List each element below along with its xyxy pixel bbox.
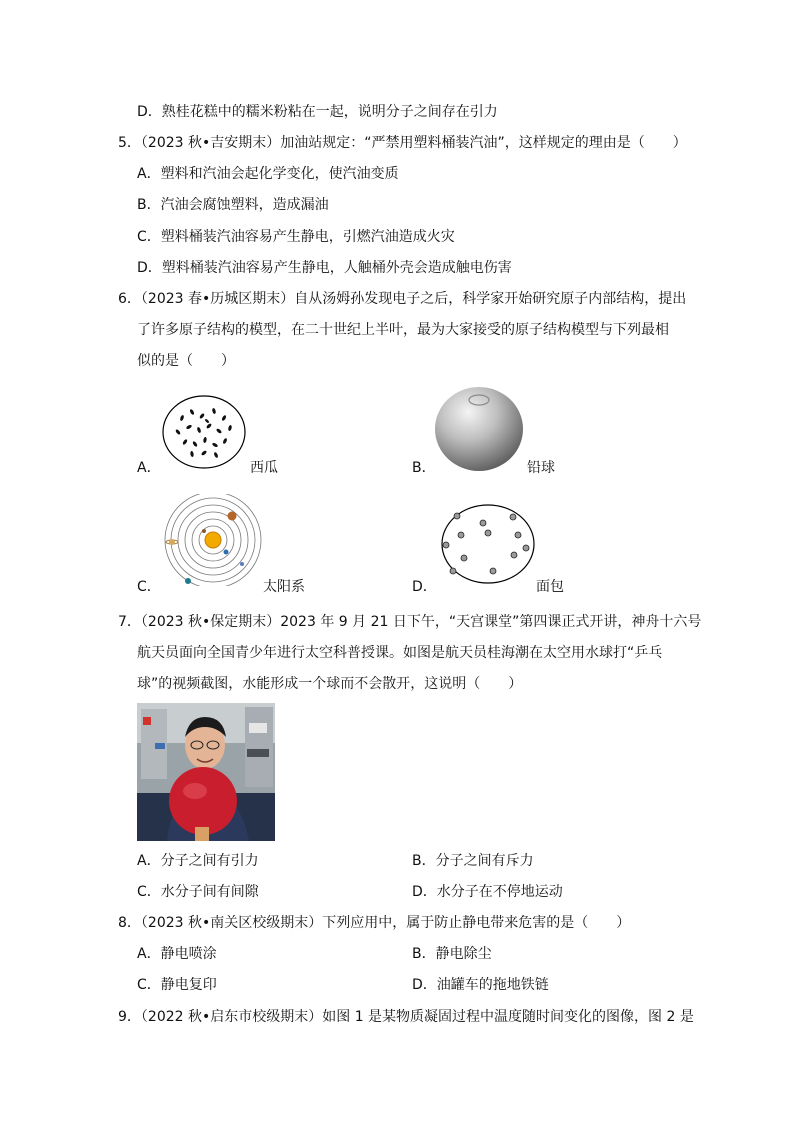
q5-option-c: C．塑料桶装汽油容易产生静电，引燃汽油造成火灾 (137, 229, 455, 245)
q7-stem-line2: 航天员面向全国青少年进行太空科普授课。如图是航天员桂海潮在太空用水球打“乒乓 (137, 645, 663, 661)
q5-option-b: B．汽油会腐蚀塑料，造成漏油 (137, 197, 329, 213)
q5-option-a: A．塑料和汽油会起化学变化，使汽油变质 (137, 166, 399, 182)
q8-option-b: B．静电除尘 (412, 946, 492, 962)
q8-option-c: C．静电复印 (137, 977, 217, 993)
q8-stem: 8．（2023 秋•南关区校级期末）下列应用中，属于防止静电带来危害的是（ ） (118, 915, 631, 931)
q6-option-d-caption: 面包 (536, 579, 564, 595)
q9-stem-line1: 9．（2022 秋•启东市校级期末）如图 1 是某物质凝固过程中温度随时间变化的图像，图 2 是 (118, 1009, 694, 1025)
q6-option-c-letter: C． (137, 579, 161, 595)
q8-option-d: D．油罐车的拖地铁链 (412, 977, 549, 993)
q4-option-d: D．熟桂花糕中的糯米粉粘在一起，说明分子之间存在引力 (137, 104, 498, 120)
q6-option-b-letter: B． (412, 460, 436, 476)
q6-option-a-caption: 西瓜 (250, 460, 278, 476)
shot-put-ball-figure (434, 386, 524, 472)
q7-stem-line3: 球”的视频截图，水能形成一个球而不会散开，这说明（ ） (137, 676, 523, 692)
q8-option-a: A．静电喷涂 (137, 946, 217, 962)
q7-option-b: B．分子之间有斥力 (412, 853, 534, 869)
q6-option-c-caption: 太阳系 (263, 579, 305, 595)
q6-option-a-letter: A． (137, 460, 161, 476)
astronaut-water-ball-photo (137, 703, 275, 841)
q7-option-d: D．水分子在不停地运动 (412, 884, 563, 900)
q7-option-a: A．分子之间有引力 (137, 853, 259, 869)
q5-option-d: D．塑料桶装汽油容易产生静电，人触桶外壳会造成触电伤害 (137, 260, 512, 276)
solar-system-model-figure (162, 494, 264, 586)
q6-option-b-caption: 铅球 (527, 460, 555, 476)
q6-stem-line2: 了许多原子结构的模型，在二十世纪上半叶，最为大家接受的原子结构模型与下列最相 (137, 322, 669, 338)
watermelon-model-figure (162, 394, 248, 470)
q6-stem-line3: 似的是（ ） (137, 353, 235, 369)
q7-option-c: C．水分子间有间隙 (137, 884, 259, 900)
q5-stem: 5．（2023 秋•吉安期末）加油站规定：“严禁用塑料桶装汽油”，这样规定的理由是（ ） (118, 135, 687, 151)
q6-stem-line1: 6．（2023 春•历城区期末）自从汤姆孙发现电子之后，科学家开始研究原子内部结构，提出 (118, 291, 687, 307)
bread-model-figure (440, 503, 536, 585)
q6-option-d-letter: D． (412, 579, 437, 595)
q7-stem-line1: 7．（2023 秋•保定期末）2023 年 9 月 21 日下午，“天宫课堂”第四课正式开讲，神舟十六号 (118, 614, 702, 630)
